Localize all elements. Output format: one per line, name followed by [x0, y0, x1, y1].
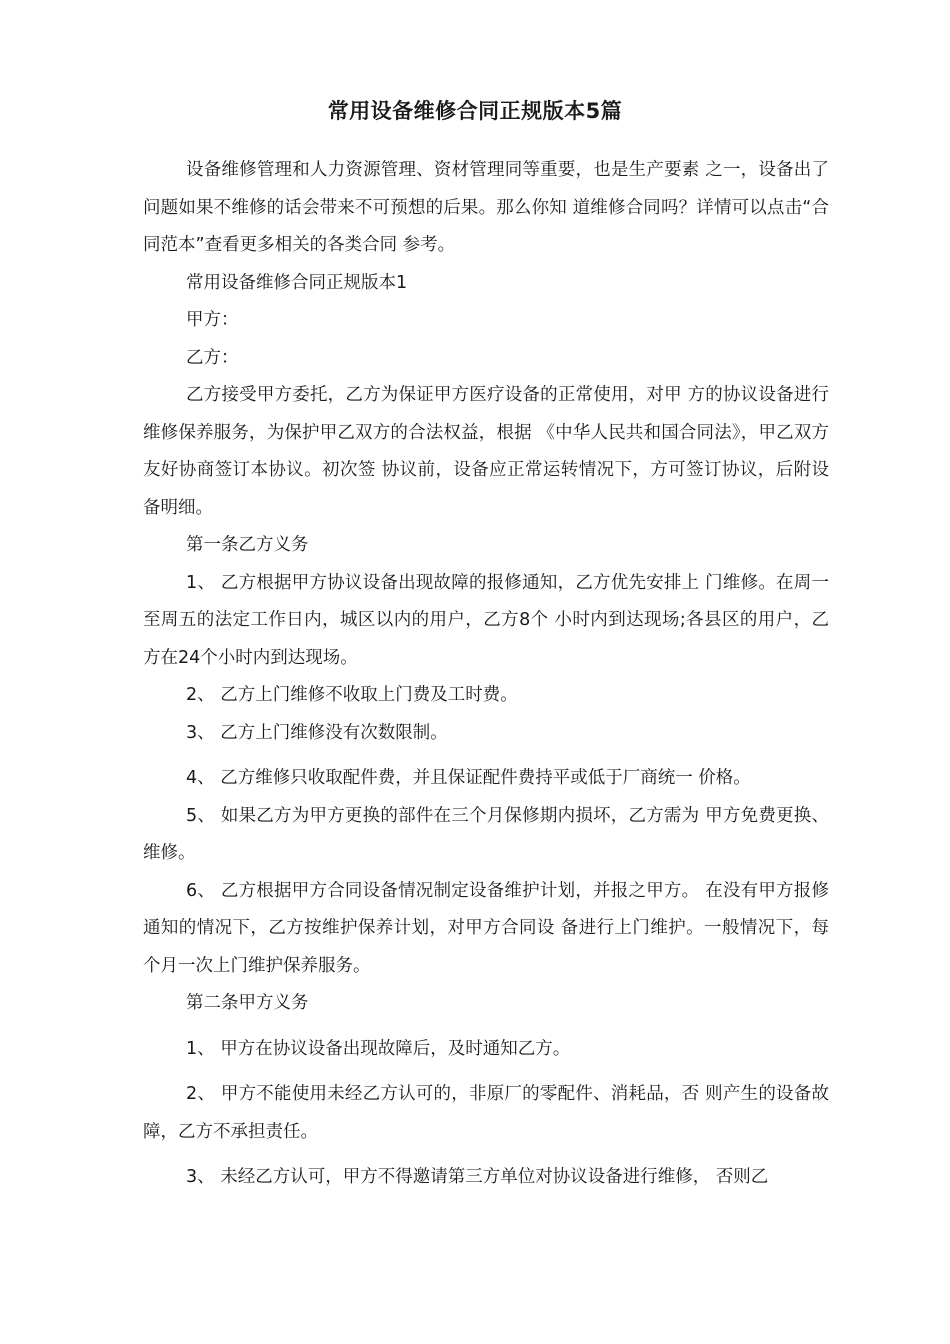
article-1-clause-4: 4、 乙方维修只收取配件费，并且保证配件费持平或低于厂商统一 价格。: [186, 768, 751, 788]
document-body: [143, 152, 829, 1197]
article-1-clause-3: 3、 乙方上门维修没有次数限制。: [186, 722, 448, 743]
preamble-paragraph: 乙方接受甲方委托，乙方为保证甲方医疗设备的正常使用，对甲 方的协议设备进行维修保养服务，为保护甲乙双方的合法权益，根据 《中华人民共和国合同法》，甲乙双方友好协商签订本协议。初次签 协议前，设备应正常运转情况下，方可签订协议，后附设备明细。: [143, 385, 829, 518]
intro-paragraph: 设备维修管理和人力资源管理、资材管理同等重要，也是生产要素 之一，设备出了问题如果不维修的话会带来不可预想的后果。那么你知 道维修合同吗？详情可以点击“合同范本”查看更多相关的各类合同 参考。: [143, 160, 829, 255]
article-1-clause-2: 2、 乙方上门维修不收取上门费及工时费。: [186, 685, 518, 705]
section-heading-version-1: 常用设备维修合同正规版本1: [186, 272, 408, 293]
article-1-clause-5: 5、 如果乙方为甲方更换的部件在三个月保修期内损坏，乙方需为 甲方免费更换、维修。: [143, 805, 829, 863]
article-2-clause-2: 2、 甲方不能使用未经乙方认可的，非原厂的零配件、消耗品，否 则产生的设备故障，乙方不承担责任。: [143, 1084, 829, 1142]
article-2-clause-1: 1、 甲方在协议设备出现故障后，及时通知乙方。: [186, 1038, 571, 1059]
article-1-clause-6: 6、 乙方根据甲方合同设备情况制定设备维护计划，并报之甲方。 在没有甲方报修通知的情况下，乙方按维护保养计划，对甲方合同设 备进行上门维护。一般情况下，每个月一次上门维护保养服务。: [143, 880, 829, 976]
article-1-heading: 第一条乙方义务: [186, 535, 309, 555]
party-a-label: 甲方：: [186, 310, 239, 330]
article-1-clause-1: 1、 乙方根据甲方协议设备出现故障的报修通知，乙方优先安排上 门维修。在周一至周五的法定工作日内，城区以内的用户，乙方8个 小时内到达现场;各县区的用户，乙方在24个小时内到达现场。: [143, 572, 829, 668]
document-title: 常用设备维修合同正规版本5篇: [327, 99, 623, 123]
article-2-heading: 第二条甲方义务: [186, 993, 309, 1013]
article-2-clause-3: 3、 未经乙方认可，甲方不得邀请第三方单位对协议设备进行维修， 否则乙: [186, 1167, 769, 1187]
party-b-label: 乙方：: [186, 347, 239, 368]
